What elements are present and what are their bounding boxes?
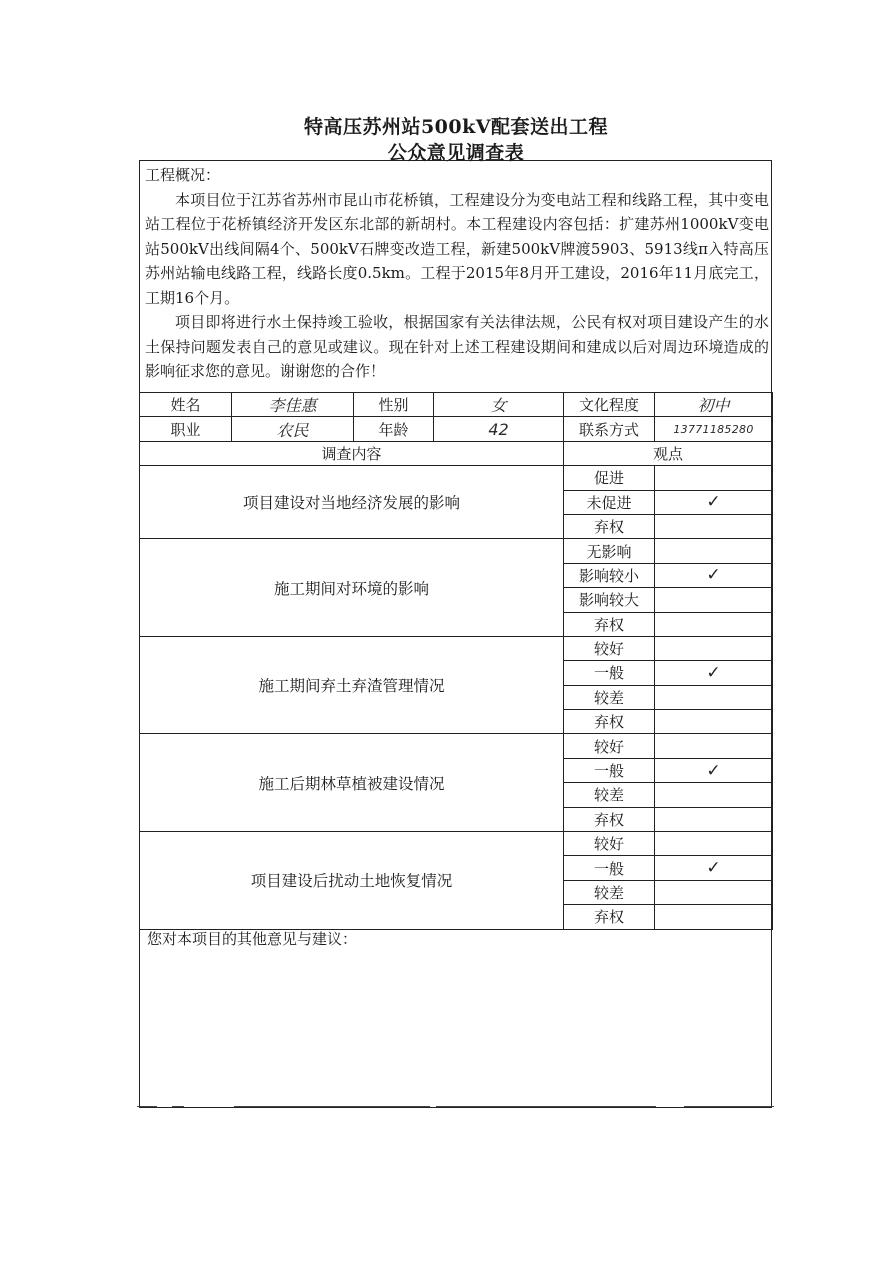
option-check-cell[interactable] — [655, 734, 773, 758]
option-check-cell[interactable]: ✓ — [655, 758, 773, 782]
option-label: 弃权 — [564, 710, 655, 734]
option-label: 无影响 — [564, 539, 655, 563]
age-value[interactable]: 42 — [434, 417, 564, 441]
option-check-cell[interactable] — [655, 636, 773, 660]
option-label: 一般 — [564, 758, 655, 782]
suggestions-label: 您对本项目的其他意见与建议： — [147, 930, 358, 948]
option-label: 较好 — [564, 636, 655, 660]
name-label: 姓名 — [140, 393, 232, 417]
option-check-cell[interactable]: ✓ — [655, 661, 773, 685]
bottom-divider — [234, 1106, 430, 1107]
question-row — [140, 734, 773, 758]
option-label: 较差 — [564, 685, 655, 709]
option-check-cell[interactable] — [655, 880, 773, 904]
bottom-divider — [436, 1106, 656, 1107]
option-label: 影响较小 — [564, 563, 655, 587]
gender-label: 性别 — [354, 393, 434, 417]
question-topic: 施工期间对环境的影响 — [140, 539, 564, 637]
bottom-divider — [684, 1106, 774, 1107]
option-label: 影响较大 — [564, 588, 655, 612]
option-label: 一般 — [564, 856, 655, 880]
option-check-cell[interactable]: ✓ — [655, 563, 773, 587]
question-topic: 施工期间弃土弃渣管理情况 — [140, 636, 564, 734]
option-label: 较好 — [564, 734, 655, 758]
gender-value[interactable]: 女 — [434, 393, 564, 417]
option-check-cell[interactable] — [655, 588, 773, 612]
suggestions-area[interactable] — [142, 950, 768, 1100]
option-label: 促进 — [564, 466, 655, 490]
option-check-cell[interactable] — [655, 514, 773, 538]
option-check-cell[interactable] — [655, 685, 773, 709]
option-check-cell[interactable] — [655, 905, 773, 929]
job-label: 职业 — [140, 417, 232, 441]
option-label: 较差 — [564, 783, 655, 807]
question-row — [140, 832, 773, 856]
contact-label: 联系方式 — [564, 417, 655, 441]
bottom-divider — [172, 1106, 184, 1107]
question-topic: 项目建设后扰动土地恢复情况 — [140, 832, 564, 930]
option-check-cell[interactable] — [655, 832, 773, 856]
option-label: 弃权 — [564, 905, 655, 929]
option-check-cell[interactable]: ✓ — [655, 490, 773, 514]
option-check-cell[interactable] — [655, 807, 773, 831]
option-check-cell[interactable] — [655, 466, 773, 490]
overview-paragraph-1: 本项目位于江苏省苏州市昆山市花桥镇，工程建设分为变电站工程和线路工程，其中变电站工程位于花桥镇经济开发区东北部的新胡村。本工程建设内容包括：扩建苏州1000kV变电站500kV出线间隔4个、500kV石牌变改造工程，新建500kV牌渡5903、5913线π入特高压苏州站输电线路工程，线路长度0.5km。工程于2015年8月开工建设，2016年11月底完工，工期16个月。 — [145, 190, 769, 307]
option-check-cell[interactable] — [655, 612, 773, 636]
respondent-row-1 — [140, 393, 773, 417]
job-value[interactable]: 农民 — [232, 417, 354, 441]
option-label: 一般 — [564, 661, 655, 685]
option-label: 未促进 — [564, 490, 655, 514]
option-check-cell[interactable] — [655, 710, 773, 734]
contact-value[interactable]: 13771185280 — [655, 417, 773, 441]
option-label: 弃权 — [564, 514, 655, 538]
overview-paragraph-2: 项目即将进行水土保持竣工验收，根据国家有关法律法规，公民有权对项目建设产生的水土保持问题发表自己的意见或建议。现在针对上述工程建设期间和建成以后对周边环境造成的影响征求您的意见。谢谢您的合作！ — [145, 313, 769, 380]
education-value[interactable]: 初中 — [655, 393, 773, 417]
option-label: 较差 — [564, 880, 655, 904]
opinion-header: 观点 — [564, 441, 773, 465]
question-row — [140, 466, 773, 490]
option-label: 弃权 — [564, 807, 655, 831]
option-check-cell[interactable] — [655, 539, 773, 563]
respondent-row-2 — [140, 417, 773, 441]
option-label: 较好 — [564, 832, 655, 856]
question-row — [140, 636, 773, 660]
overview-heading: 工程概况： — [145, 166, 221, 184]
document-title: 特高压苏州站500kV配套送出工程 — [303, 116, 609, 138]
age-label: 年龄 — [354, 417, 434, 441]
option-check-cell[interactable]: ✓ — [655, 856, 773, 880]
option-check-cell[interactable] — [655, 783, 773, 807]
option-label: 弃权 — [564, 612, 655, 636]
name-value[interactable]: 李佳惠 — [232, 393, 354, 417]
project-overview — [145, 163, 769, 384]
question-row — [140, 539, 773, 563]
question-topic: 施工后期林草植被建设情况 — [140, 734, 564, 832]
survey-table — [139, 392, 773, 930]
question-topic: 项目建设对当地经济发展的影响 — [140, 466, 564, 539]
document-subtitle: 公众意见调查表 — [387, 142, 525, 164]
education-label: 文化程度 — [564, 393, 655, 417]
bottom-divider — [137, 1106, 157, 1107]
content-header: 调查内容 — [140, 441, 564, 465]
survey-header-row — [140, 441, 773, 465]
